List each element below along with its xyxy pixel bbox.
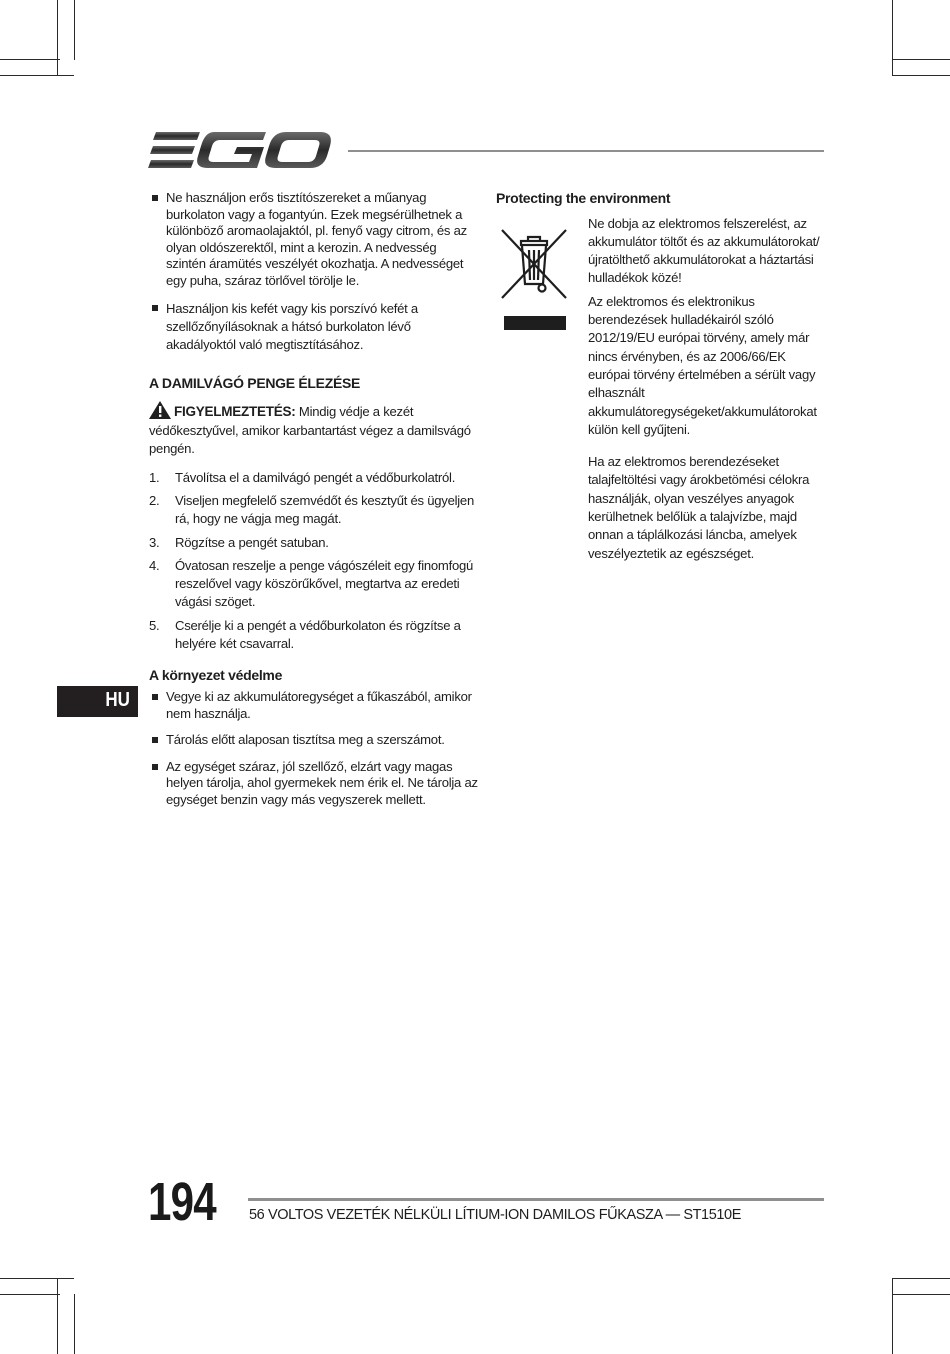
crop-mark [57, 0, 58, 75]
step-text: Viseljen megfelelő szemvédőt és kesztyűt és ügyeljen rá, hogy ne vágja meg magát. [175, 492, 474, 527]
paragraph: Ne dobja az elektromos felszerelést, az akkumulátor töltőt és az akkumulátorokat/ újratölthető akkumulátorokat a háztartási hulladékok közé! [588, 215, 820, 286]
language-tab [57, 686, 138, 717]
footer-title: 56 VOLTOS VEZETÉK NÉLKÜLI LÍTIUM-ION DAMILOS FŰKASZA — ST1510E [249, 1207, 741, 1223]
crop-mark [892, 0, 893, 75]
paragraph: Ha az elektromos berendezéseket talajfeltöltési vagy árokbetömési célokra használják, olyan veszélyes anyagok kerülhetnek belőlük a talajvízbe, majd onnan a táplálkozási láncba, amelyek veszélyeztetik az egészséget. [588, 454, 810, 561]
crop-mark [74, 1294, 75, 1354]
list-item: Vegye ki az akkumulátoregységet a fűkaszából, amikor nem használja. [149, 689, 479, 722]
warning-block [149, 401, 479, 459]
ego-logo [148, 130, 332, 172]
section-heading-sharpen: A DAMILVÁGÓ PENGE ÉLEZÉSE [149, 374, 361, 391]
step-text: Távolítsa el a damilvágó pengét a védőburkolatról. [175, 469, 456, 485]
crop-mark [892, 1278, 950, 1279]
steps-list [149, 469, 479, 654]
crop-mark [0, 1294, 60, 1295]
crop-mark [0, 75, 74, 76]
crop-mark [0, 1278, 74, 1279]
crop-mark [892, 1278, 893, 1354]
footer-rule [248, 1198, 824, 1201]
list-item [149, 617, 479, 654]
page-number: 194 [148, 1172, 216, 1232]
step-text: Óvatosan reszelje a penge vágószéleit egy finomfogú reszelővel vagy köszörűkővel, megtartva az eredeti vágási szöget. [175, 557, 474, 610]
section-heading-environment: A környezet védelme [149, 667, 283, 684]
step-number: 3. [149, 534, 160, 550]
right-column [496, 190, 826, 563]
list-item: Ne használjon erős tisztítószereket a műanyag burkolaton vagy a fogantyún. Ezek megsérülhetnek a különböző aromaolajaktól, pl. fenyő vagy citrom, és az olyan oldószerektől, mint a kerozin. A nedvesség szintén áramütés veszélyét okozhatja. A nedvességet egy puha, száraz törlővel törölje le. [149, 190, 479, 290]
step-number: 1. [149, 469, 160, 485]
header-rule [348, 150, 824, 152]
list-item: Használjon kis kefét vagy kis porszívó kefét a szellőzőnyílásoknak a hátsó burkolaton lévő akadályoktól való megtisztításához. [149, 300, 479, 354]
step-text: Cserélje ki a pengét a védőburkolaton és rögzítse a helyére két csavarral. [175, 617, 461, 652]
paragraph: Az elektromos és elektronikus berendezések hulladékairól szóló 2012/19/EU európai törvény, amely már nincs érvényben, és az 2006/66/EK európai törvény értelmében a sérült vagy elhasznált akkumulátoregységeket/akkumulátorokat külön kell gyűjteni. [588, 293, 817, 437]
list-item [149, 557, 479, 612]
step-number: 5. [149, 617, 160, 633]
warning-label: FIGYELMEZTETÉS: [174, 404, 296, 420]
crop-mark [0, 59, 60, 60]
language-tab-label: HU [105, 689, 130, 711]
list-item: Az egységet száraz, jól szellőző, elzárt vagy magas helyen tárolja, ahol gyermekek nem érik el. Ne tárolja az egységet benzin vagy más vegyszerek mellett. [149, 759, 479, 809]
crossed-bin-icon [496, 224, 572, 336]
list-item: Tárolás előtt alaposan tisztítsa meg a szerszámot. [149, 732, 479, 749]
warning-text: Mindig védje a kezét védőkesztyűvel, amikor karbantartást végez a damilsvágó pengén. [149, 404, 471, 457]
left-column [149, 190, 479, 808]
crop-mark [892, 1294, 950, 1295]
crop-mark [892, 59, 950, 60]
list-item [149, 534, 479, 552]
list-item [149, 492, 479, 529]
crop-mark [57, 1278, 58, 1354]
list-item [149, 469, 479, 487]
step-number: 4. [149, 557, 160, 573]
step-number: 2. [149, 492, 160, 508]
section-heading-protecting: Protecting the environment [496, 190, 671, 206]
warning-icon [149, 401, 171, 419]
crop-mark [892, 75, 950, 76]
crop-mark [74, 0, 75, 60]
step-text: Rögzítse a pengét satuban. [175, 534, 329, 550]
